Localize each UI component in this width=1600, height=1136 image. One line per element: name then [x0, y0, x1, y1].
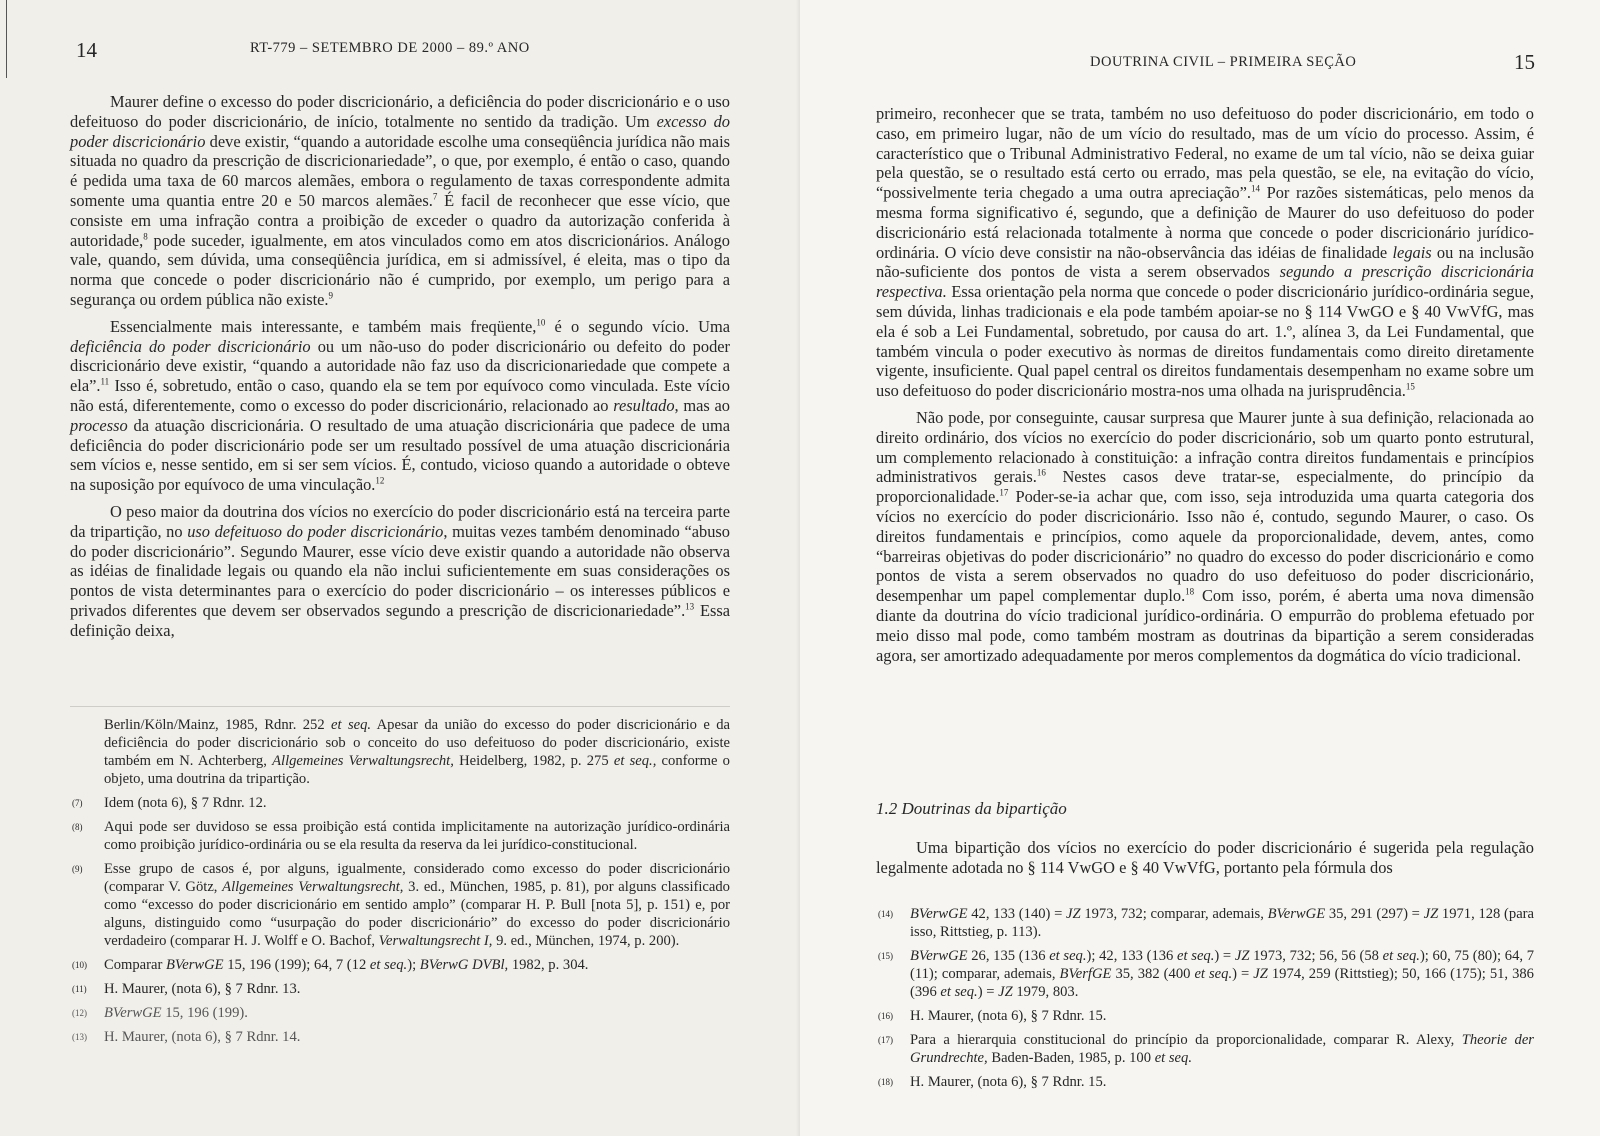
paragraph: O peso maior da doutrina dos vícios no exercício do poder discricionário está na terceira parte da tripartição, no uso defeituoso do poder discricionário, muitas vezes também denominado “abuso do poder discricionário”. Segundo Maurer, esse vício deve existir quando a autoridade não observa as idéias de finalidade legais ou quando ela não inclui suficientemente em suas considerações os pontos de vista determinantes para o exercício do poder discricionário – os interesses públicos e privados diferentes que devem ser observados segundo a prescrição de discricionariedade”.$^{13}$ Essa definição deixa, — [70, 501, 731, 640]
footnote-13: (13) H. Maurer, (nota 6), § 7 Rdnr. 14. — [72, 1029, 301, 1045]
paragraph: Maurer define o excesso do poder discricionário, a deficiência do poder discricionário e o uso defeituoso do poder discricionário, de início, totalmente no sentido da tradição. Um excesso do poder discricionário deve existir, “quando a autoridade escolhe uma conseqüência jurídica não mais situada no quadro da prescrição de discricionariedade”, o que, por exemplo, é então o caso, quando é pedida uma taxa de 60 marcos alemães, embora o regulamento de taxas correspondente admita somente uma quantia entre 20 e 50 marcos alemães.$^7$ É facil de reconhecer que esse vício, que consiste em uma infração contra a proibição de exceder o quadro da autorização conferida à autoridade,$^8$ pode suceder, igualmente, em atos vinculados como em atos discricionários. Análogo vale, quando, sem dúvida, uma conseqüência jurídica, em si admissível, é eleita, mas o tipo da norma que concede o poder discricionário não é cumprido, por exemplo, um perigo para a segurança ou ordem pública não existe.$^9$ — [70, 92, 730, 309]
footnote-12: (12) BVerwGE 15, 196 (199). — [72, 1005, 248, 1021]
left-body-text — [70, 92, 730, 641]
section-body-text — [876, 838, 1534, 878]
footnote-14: (14) BVerwGE 42, 133 (140) = JZ 1973, 732; comparar, ademais, BVerwGE 35, 291 (297) = JZ 1971, 128 (para isso, Rittstieg, p. 113). — [878, 906, 1535, 940]
footnote-16: (16) H. Maurer, (nota 6), § 7 Rdnr. 15. — [878, 1008, 1107, 1024]
footnote-separator — [70, 706, 730, 707]
right-page-number: 15 — [1514, 50, 1535, 74]
left-page-number: 14 — [76, 38, 97, 62]
footnote-continued: Berlin/Köln/Mainz, 1985, Rdnr. 252 et seq. Apesar da união do excesso do poder discricionário e da deficiência do poder discricionário sob o conceito do uso defeituoso do poder discricionário, existe também em N. Achterberg, Allgemeines Verwaltungsrecht, Heidelberg, 1982, p. 275 et seq., conforme o objeto, uma doutrina da tripartição. — [104, 717, 730, 787]
footnote-7: (7) Idem (nota 6), § 7 Rdnr. 12. — [72, 795, 267, 811]
left-running-head: RT-779 – SETEMBRO DE 2000 – 89.º ANO — [250, 40, 530, 56]
page-edge-mark — [6, 0, 7, 78]
footnote-10: (10) Comparar BVerwGE 15, 196 (199); 64, 7 (12 et seq.); BVerwG DVBl, 1982, p. 304. — [72, 957, 589, 973]
footnote-15: (15) BVerwGE 26, 135 (136 et seq.); 42, 133 (136 et seq.) = JZ 1973, 732; 56, 56 (58 et seq.); 60, 75 (80); 64, 7 (11); comparar, ademais, BVerfGE 35, 382 (400 et seq.) = JZ 1974, 259 (Rittstieg); 50, 166 (175); 51, 386 (396 et seq.) = JZ 1979, 803. — [878, 948, 1535, 1000]
section-heading: 1.2 Doutrinas da bipartição — [876, 799, 1067, 818]
paragraph: Não pode, por conseguinte, causar surpresa que Maurer junte à sua definição, relacionada ao direito ordinário, dos vícios no exercício do poder discricionário, sob um quarto ponto estrutural, um complemento relacionado à constituição: a infração contra direitos fundamentais e princípios administrativos gerais.$^{16}$ Nestes casos deve tratar-se, especialmente, do princípio da proporcionalidade.$^{17}$ Poder-se-ia achar que, com isso, seja introduzida uma quarta categoria dos vícios no exercício do poder discricionário. Isso não é, contudo, segundo Maurer, o caso. Os direitos fundamentais e princípios, como aquele da proporcionalidade, devem, antes, como “barreiras objetivas do poder discricionário” no quadro do excesso do poder discricionário e como pontos de vista a serem observados no quadro do uso defeituoso do poder discricionário, desempenhar um papel complementar duplo.$^{18}$ Com isso, porém, é aberta uma nova dimensão diante da doutrina do vício tradicional jurídico-ordinária. O empurrão do problema efetuado por meio disso mal pode, como também mostram as doutrinas da bipartição a serem consideradas agora, ser amortizado adequadamente por meros complementos da dogmática do vício tradicional. — [876, 407, 1534, 665]
right-running-head: DOUTRINA CIVIL – PRIMEIRA SEÇÃO — [1090, 54, 1357, 70]
footnote-11: (11) H. Maurer, (nota 6), § 7 Rdnr. 13. — [72, 981, 301, 997]
right-footnotes — [876, 905, 1534, 1097]
left-footnotes — [70, 716, 730, 1052]
right-body-text — [876, 104, 1534, 665]
paragraph: primeiro, reconhecer que se trata, também no uso defeituoso do poder discricionário, em todo o caso, em primeiro lugar, não de um vício do resultado, mas de um vício do processo. Assim, é característico que o Tribunal Administrativo Federal, no exame de um tal vício, não se deixa guiar pela questão, se o resultado está certo ou errado, mas pela questão, se ele, na evitação do vício, “possivelmente teria chegado a uma outra apreciação”.$^{14}$ Por razões sistemáticas, pelo menos da mesma forma significativo é, segundo, que a definição de Maurer do uso defeituoso do poder discricionário está relacionada totalmente à norma que concede o poder discricionário jurídico-ordinária. O vício deve consistir na não-observância das idéias de finalidade legais ou na inclusão não-suficiente dos pontos de vista a serem observados segundo a prescrição discricionária respectiva. Essa orientação pela norma que concede o poder discricionário jurídico-ordinária segue, sem dúvida, linhas tradicionais e ela pode também apoiar-se no § 114 VwGO e § 40 VwVfG, mas ela é sob a Lei Fundamental, sobretudo, por causa do art. 1.º, alínea 3, da Lei Fundamental, que também vincula o poder executivo às normas de direitos fundamentais como direito diretamente vigente, insuficiente. Qual papel central os direitos fundamentais desempenham no exame sobre um uso defeituoso do poder discricionário mostra-nos uma olhada na jurisprudência.$^{15}$ — [876, 104, 1534, 401]
paragraph: Essencialmente mais interessante, e também mais freqüente,$^{10}$ é o segundo vício. Uma deficiência do poder discricionário ou um não-uso do poder discricionário ou defeito do poder discricionário deve existir, “quando a autoridade não faz uso da discricionariedade que compete a ela”.$^{11}$ Isso é, sobretudo, então o caso, quando ela se tem por equívoco como vinculada. Este vício não está, diferentemente, como o excesso do poder discricionário, relacionado ao resultado, mas ao processo da atuação discricionária. O resultado de uma atuação discricionária que padece de uma deficiência do poder discricionário pode ser um resultado possível de uma atuação discricionária sem vícios e, nesse sentido, em si ser sem vícios. É, contudo, vicioso quando a autoridade o obteve na suposição por equívoco de uma vinculação.$^{12}$ — [70, 316, 730, 495]
footnote-9: (9) Esse grupo de casos é, por alguns, igualmente, considerado como excesso do poder discricionário (comparar V. Götz, Allgemeines Verwaltungsrecht, 3. ed., München, 1985, p. 81), por alguns classificado como “excesso do poder discricionário em sentido amplo” (comparar H. P. Bull [nota 5], p. 151) e, por alguns, distinguido como “usurpação do poder discricionário” do excesso do poder discricionário verdadeiro (comparar H. J. Wolff e O. Bachof, Verwaltungsrecht I, 9. ed., München, 1974, p. 200). — [72, 861, 730, 949]
footnote-8: (8) Aqui pode ser duvidoso se essa proibição está contida implicitamente na autorização jurídico-ordinária como proibição jurídico-ordinária ou se ela resulta da reserva da lei jurídico-constitucional. — [72, 819, 730, 853]
paragraph: Uma bipartição dos vícios no exercício do poder discricionário é sugerida pela regulação legalmente adotada no § 114 VwGO e § 40 VwVfG, portanto pela fórmula dos — [876, 838, 1534, 877]
footnote-17: (17) Para a hierarquia constitucional do princípio da proporcionalidade, comparar R. Alexy, Theorie der Grundrechte, Baden-Baden, 1985, p. 100 et seq. — [878, 1032, 1534, 1066]
right-page — [800, 0, 1600, 1136]
footnote-18: (18) H. Maurer, (nota 6), § 7 Rdnr. 15. — [878, 1074, 1107, 1090]
